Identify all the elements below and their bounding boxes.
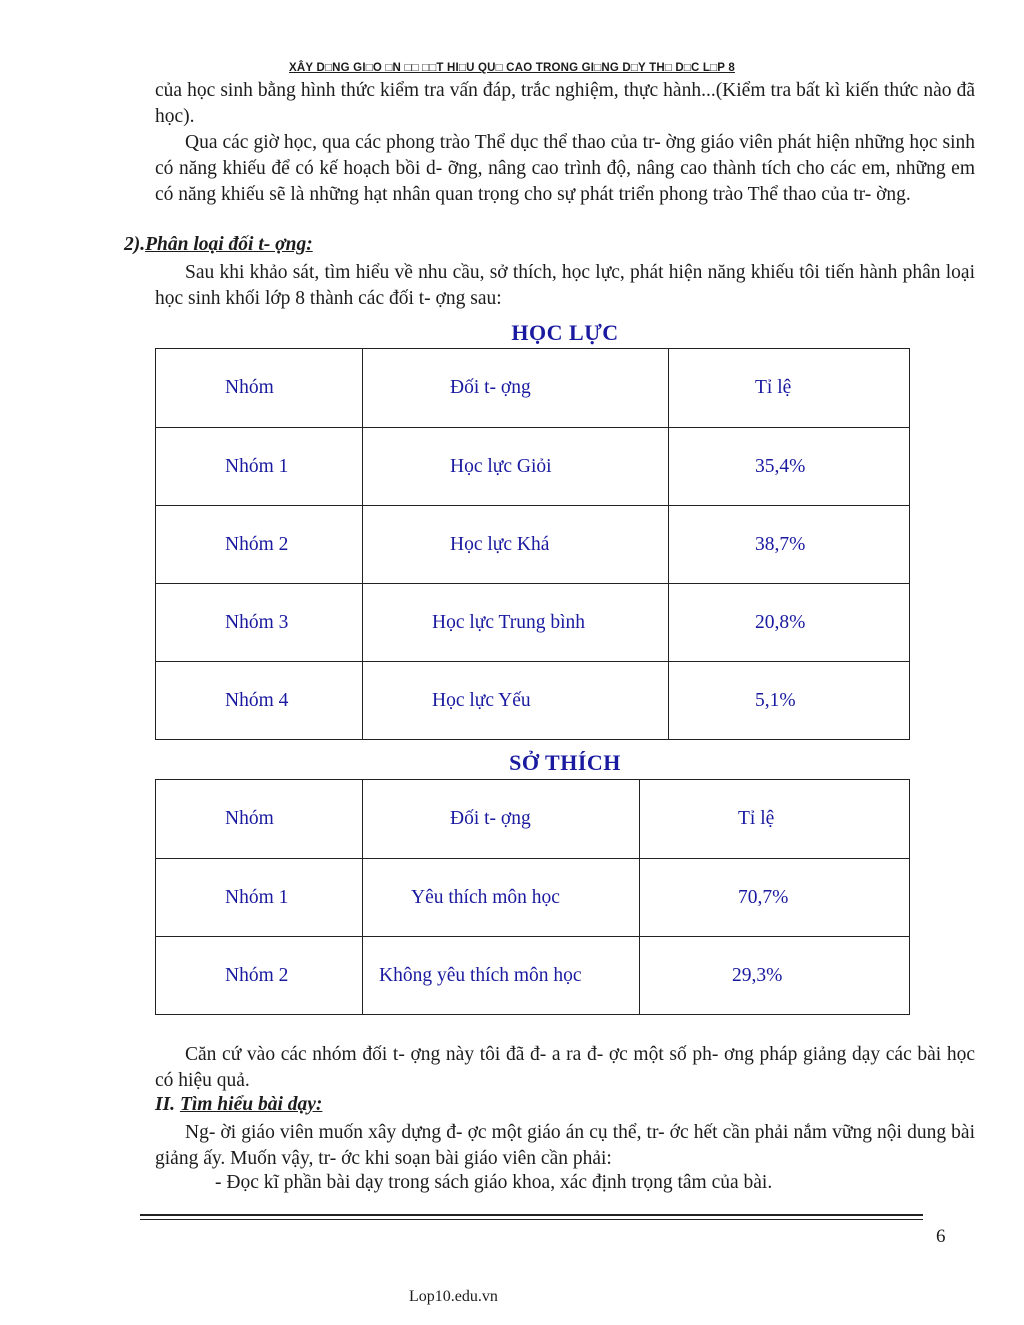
table-cell: Nhóm 1 [156,428,363,506]
header-cell: Đối t- ợng [363,349,669,428]
section-II-number: II. [155,1094,176,1115]
header-cell: Nhóm [156,349,363,428]
table-row [156,584,910,662]
footer-divider-top [140,1214,923,1216]
table-cell: Nhóm 3 [156,584,363,662]
footer-divider-bottom [140,1219,923,1220]
table-cell: 35,4% [669,428,910,506]
table-cell: Nhóm 4 [156,662,363,740]
table-cell: 70,7% [640,859,910,937]
table-row [156,859,910,937]
table-cell: 20,8% [669,584,910,662]
page-number: 6 [936,1226,946,1247]
section-2-number: 2). [124,234,146,255]
hoc-luc-table [155,348,910,740]
section-II-bullet: - Đọc kĩ phần bài dạy trong sách giáo khoa, xác định trọng tâm của bài. [215,1172,773,1193]
section-II-title: Tìm hiểu bài dạy: [179,1094,323,1115]
table-cell: Học lực Khá [363,506,669,584]
section-2-paragraph: Sau khi khảo sát, tìm hiểu về nhu cầu, sở thích, học lực, phát hiện năng khiếu tôi tiến hành phân loại học sinh khối lớp 8 thành các đối t- ợng sau: [155,262,975,309]
table-cell: 29,3% [640,937,910,1015]
header-cell: Nhóm [156,780,363,859]
header-cell: Tỉ lệ [669,349,910,428]
intro-paragraph-1: của học sinh bằng hình thức kiểm tra vấn đáp, trắc nghiệm, thực hành...(Kiểm tra bất kì kiến thức nào đã học). [155,80,975,127]
table-header-row [156,349,910,428]
table-header-row [156,780,910,859]
intro-paragraph-2: Qua các giờ học, qua các phong trào Thể dục thể thao của tr- ờng giáo viên phát hiện những học sinh có năng khiếu để có kế hoạch bồi d- ỡng, nâng cao trình độ, nâng cao thành tích cho các em, những em có năng khiếu sẽ là những hạt nhân quan trọng cho sự phát triển phong trào Thể thao của tr- ờng. [155,132,975,205]
table-row [156,662,910,740]
table-cell: Học lực Yếu [363,662,669,740]
table-cell: Không yêu thích môn học [363,937,640,1015]
section-II-heading [155,1094,322,1116]
section-2-title: Phân loại đối t- ợng: [145,234,313,255]
hoc-luc-table-title: HỌC LỰC [511,320,619,345]
table-cell: Học lực Trung bình [363,584,669,662]
table-row [156,937,910,1015]
table-row [156,506,910,584]
table-cell: 5,1% [669,662,910,740]
conclusion-paragraph: Căn cứ vào các nhóm đối t- ợng này tôi đã đ- a ra đ- ợc một số ph- ơng pháp giảng dạy các bài học có hiệu quả. [155,1044,975,1091]
so-thich-table-title: SỞ THÍCH [509,750,621,775]
table-cell: Học lực Giỏi [363,428,669,506]
table-cell: Nhóm 2 [156,506,363,584]
table-cell: Nhóm 1 [156,859,363,937]
footer-source: Lop10.edu.vn [409,1288,498,1305]
section-II-paragraph: Ng- ời giáo viên muốn xây dựng đ- ợc một giáo án cụ thể, tr- ớc hết cần phải nắm vững nội dung bài giảng ấy. Muốn vậy, tr- ớc khi soạn bài giáo viên cần phải: [155,1122,975,1169]
table-cell: 38,7% [669,506,910,584]
table-row [156,428,910,506]
so-thich-table [155,779,910,1015]
table-cell: Nhóm 2 [156,937,363,1015]
header-cell: Tỉ lệ [640,780,910,859]
table-cell: Yêu thích môn học [363,859,640,937]
section-2-heading [124,234,313,256]
header-cell: Đối t- ợng [363,780,640,859]
running-header: XÂY D□NG GI□O □N □□ □□T HI□U QU□ CAO TRONG GI□NG D□Y TH□ D□C L□P 8 [289,62,735,74]
